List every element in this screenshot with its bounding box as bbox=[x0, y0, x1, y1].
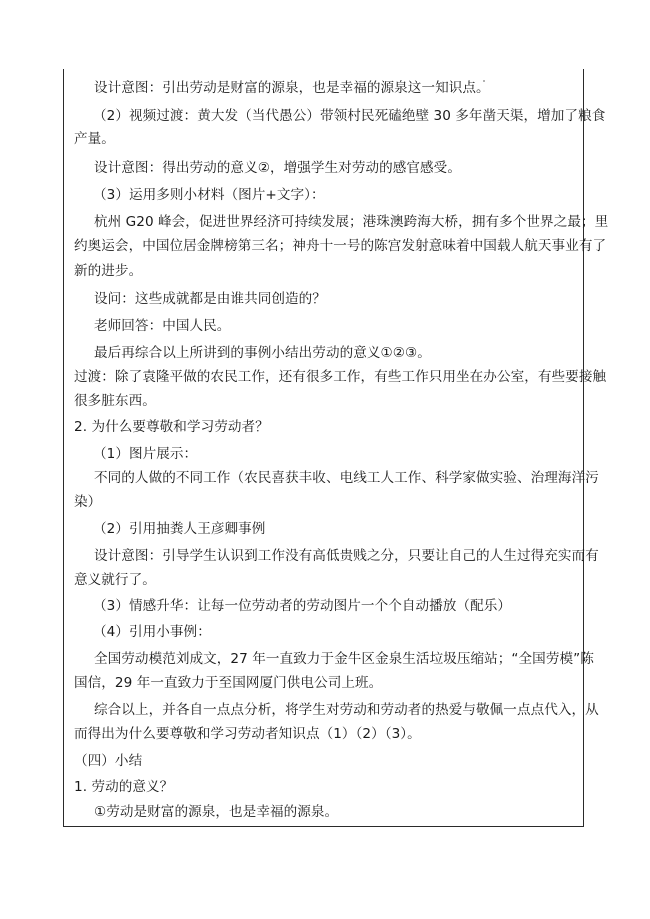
text-line-different-work-cont: 染） bbox=[74, 494, 102, 510]
text-line-emotional-uplift: （3）情感升华：让每一位劳动者的劳动图片一个个自动播放（配乐） bbox=[93, 598, 512, 614]
text-line-materials-1: 杭州 G20 峰会，促进世界经济可持续发展；港珠澳跨海大桥，拥有多个世界之最；里 bbox=[94, 214, 609, 230]
text-line-different-work: 不同的人做的不同工作（农民喜获丰收、电线工人工作、科学家做实验、治理海洋污 bbox=[94, 470, 599, 486]
text-line-design-intent-2: 设计意图：得出劳动的意义②，增强学生对劳动的感官感受。 bbox=[94, 160, 461, 176]
text-line-model-worker: 全国劳动模范刘成文，27 年一直致力于金牛区金泉生活垃圾压缩站；“全国劳模”陈 bbox=[94, 651, 594, 667]
text-line-synthesis: 综合以上，并各自一点点分析，将学生对劳动和劳动者的热爱与敬佩一点点代入，从 bbox=[94, 702, 599, 718]
text-line-materials-3: 新的进步。 bbox=[74, 263, 143, 279]
text-line-section-2-heading: 2. 为什么要尊敬和学习劳动者？ bbox=[74, 419, 269, 435]
text-line-question: 设问：这些成就都是由谁共同创造的？ bbox=[94, 291, 326, 307]
text-line-design-intent-3-cont: 意义就行了。 bbox=[74, 572, 156, 588]
text-line-wang-case: （2）引用抽粪人王彦卿事例 bbox=[93, 521, 266, 537]
text-line-video-transition-cont: 产量。 bbox=[74, 131, 115, 147]
text-line-video-transition: （2）视频过渡：黄大发（当代愚公）带领村民死磕绝壁 30 多年凿天渠，增加了粮食 bbox=[93, 108, 606, 124]
text-line-materials-2: 约奥运会，中国位居金牌榜第三名；神舟十一号的陈宫发射意味着中国载人航天事业有了 bbox=[74, 238, 607, 254]
text-line-design-intent-1: 设计意图：引出劳动是财富的源泉，也是幸福的源泉这一知识点。 bbox=[94, 80, 490, 96]
text-line-image-display: （1）图片展示： bbox=[93, 446, 198, 462]
text-line-design-intent-3: 设计意图：引导学生认识到工作没有高低贵贱之分，只要让自己的人生过得充实而有 bbox=[94, 548, 599, 564]
text-line-small-examples: （4）引用小事例： bbox=[93, 624, 211, 640]
text-line-transition: 过渡：除了袁隆平做的农民工作，还有很多工作，有些工作只用坐在办公室，有些要接触 bbox=[74, 369, 607, 385]
text-line-meaning-question: 1. 劳动的意义？ bbox=[74, 779, 174, 795]
text-line-model-worker-cont: 国信，29 年一直致力于至国网厦门供电公司上班。 bbox=[74, 675, 383, 691]
text-line-teacher-answer: 老师回答：中国人民。 bbox=[94, 318, 231, 334]
text-line-materials-heading: （3）运用多则小材料（图片+文字）： bbox=[93, 187, 325, 203]
text-line-transition-cont: 很多脏东西。 bbox=[74, 393, 156, 409]
text-line-summary-meaning: 最后再综合以上所讲到的事例小结出劳动的意义①②③。 bbox=[94, 345, 431, 361]
text-line-meaning-answer: ①劳动是财富的源泉，也是幸福的源泉。 bbox=[94, 804, 339, 820]
text-line-section-summary: （四）小结 bbox=[74, 753, 143, 769]
text-line-synthesis-cont: 而得出为什么要尊敬和学习劳动者知识点（1）（2）（3）。 bbox=[74, 726, 421, 742]
